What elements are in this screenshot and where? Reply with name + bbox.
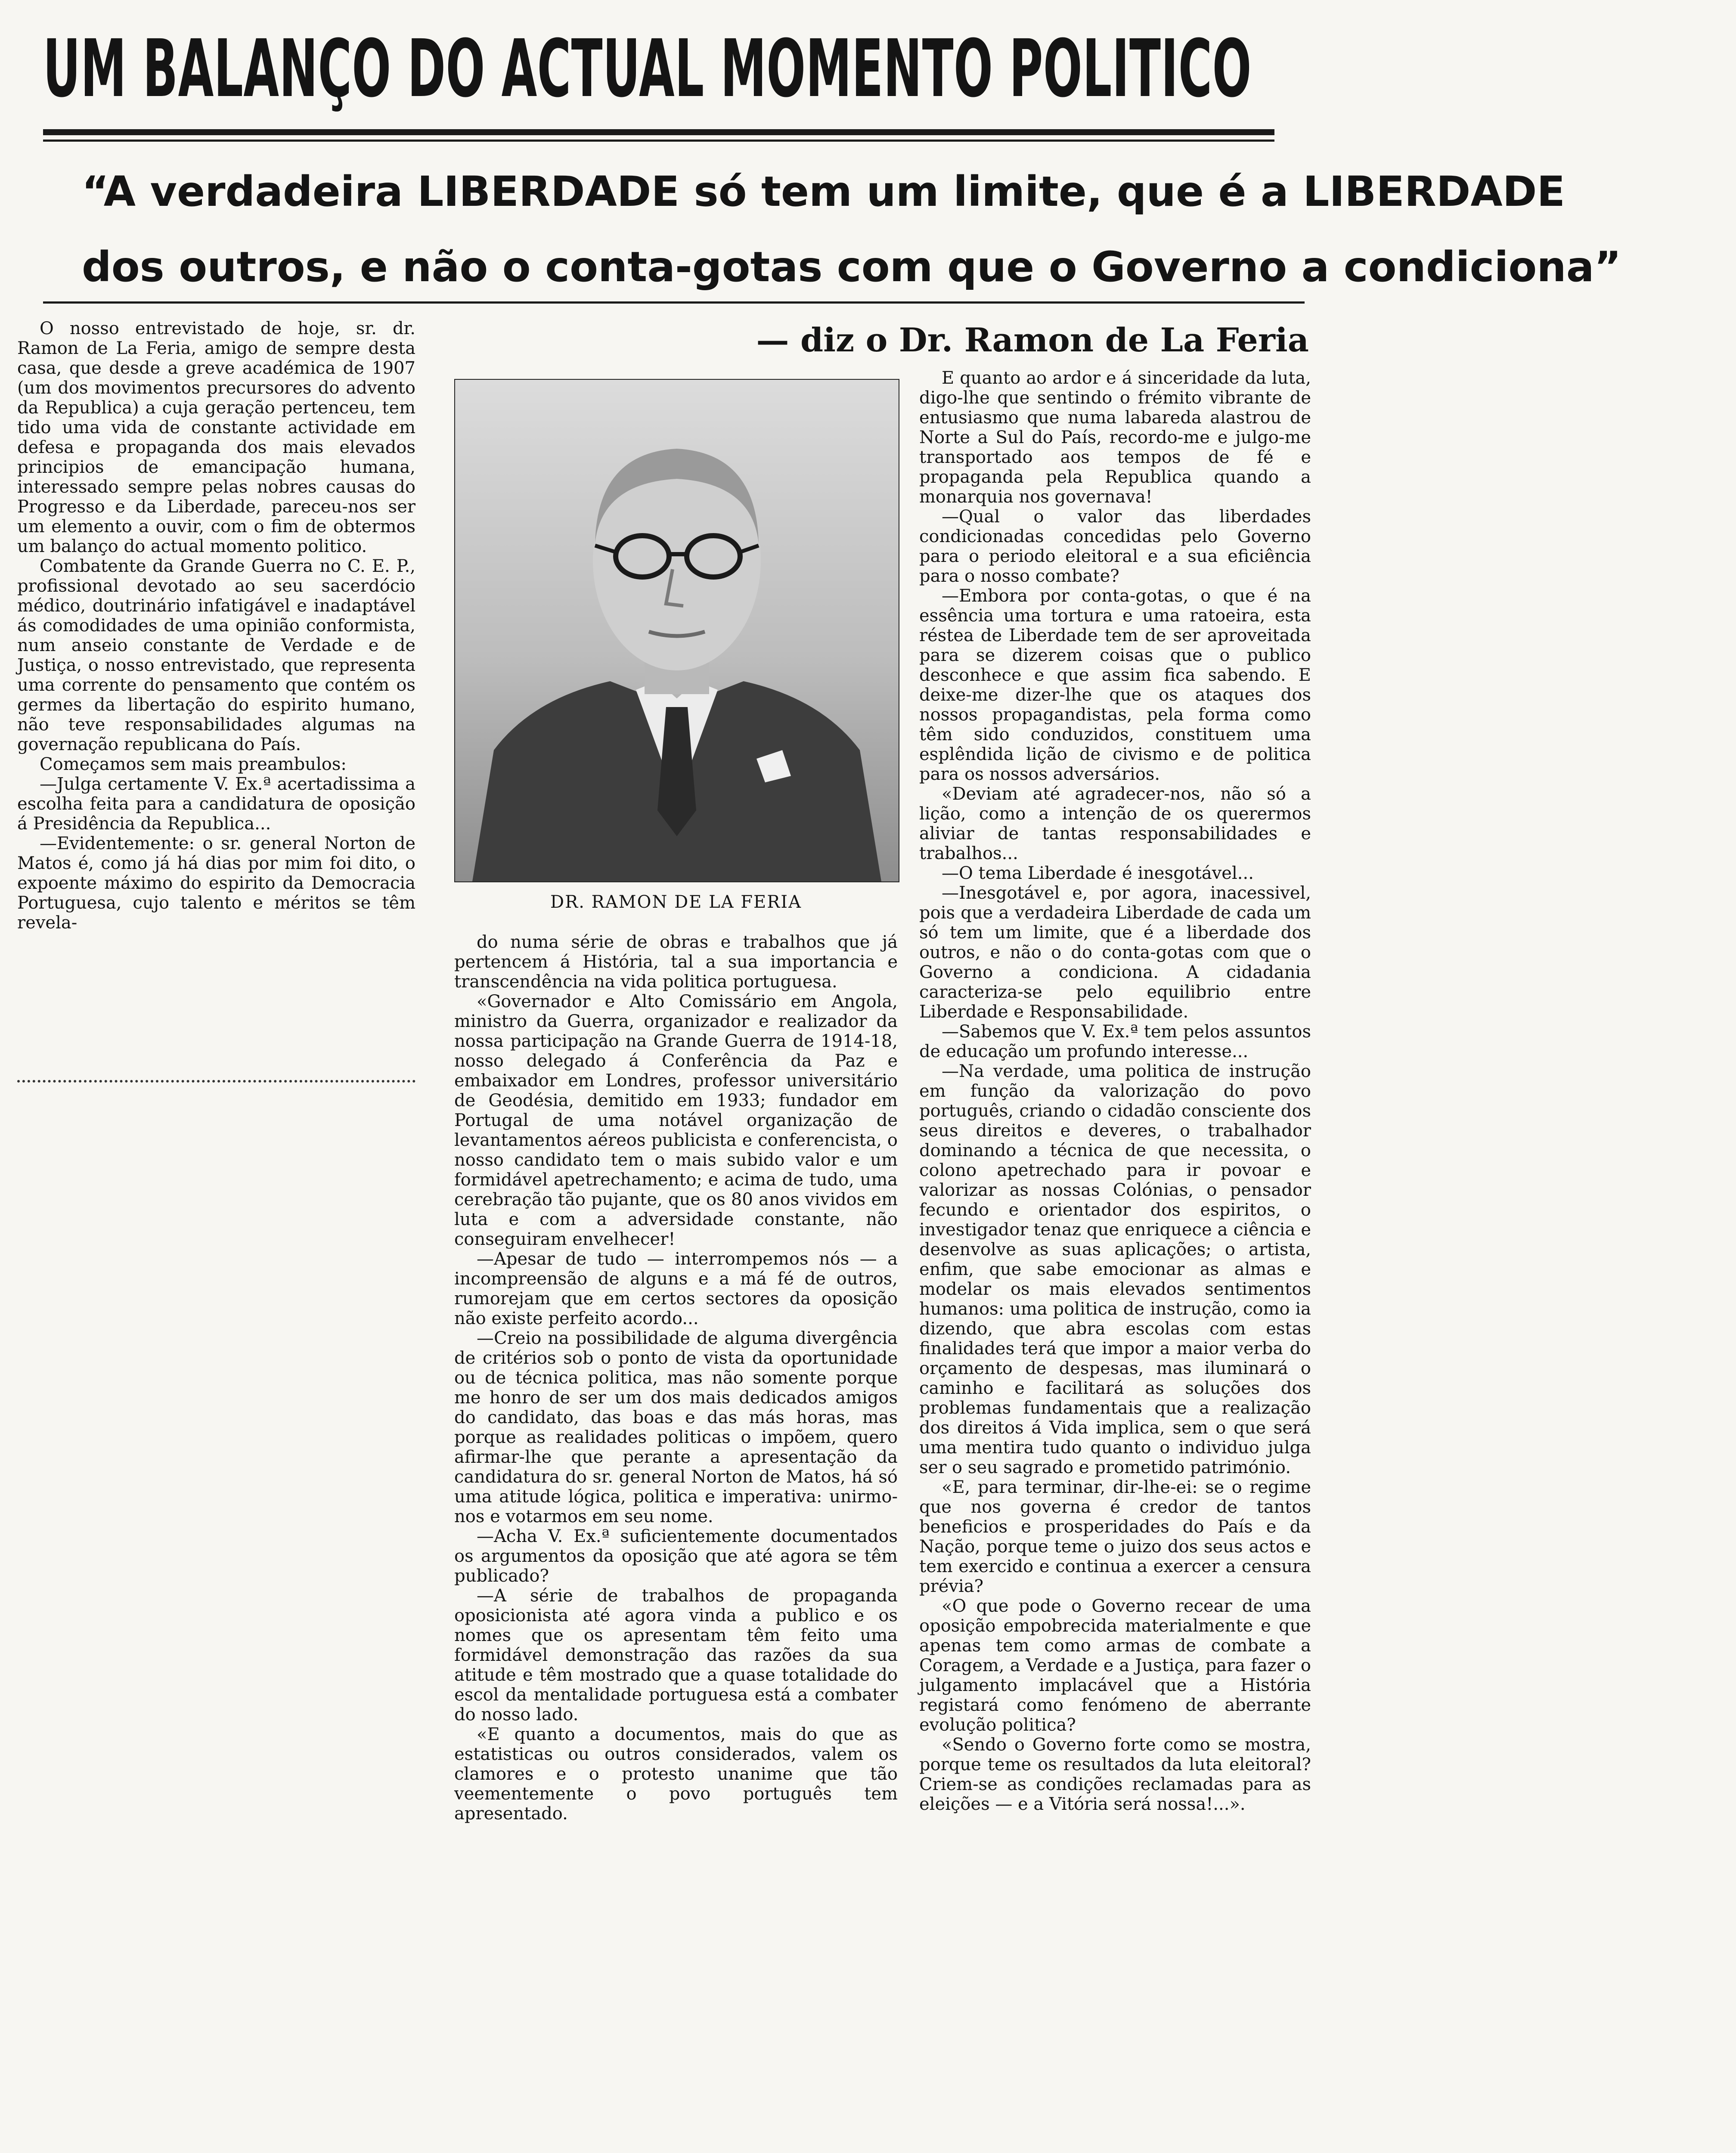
column-1: [17, 319, 415, 1076]
paragraph: E quanto ao ardor e á sinceridade da luta, digo-lhe que sentindo o frémito vibrante de entusiasmo que numa labareda alastrou de Norte a Sul do País, recordo-me e julgo-me transportado aos tempos de fé e propaganda pela Republica quando a monarquia nos governava!: [919, 368, 1311, 507]
column-3: [919, 368, 1311, 2086]
paragraph: «E, para terminar, dir-lhe-ei: se o regime que nos governa é credor de tantos beneficios e prosperidades do País e da Nação, porque teme o juizo dos seus actos e tem exercido e continua a exercer a censura prévia?: [919, 1477, 1311, 1596]
paragraph: —Sabemos que V. Ex.ª tem pelos assuntos de educação um profundo interesse...: [919, 1022, 1311, 1061]
paragraph: —Embora por conta-gotas, o que é na essência uma tortura e uma ratoeira, esta réstea de Liberdade tem de ser aproveitada para se dizerem coisas que o publico desconhece e que assim fica sabendo. E deixe-me dizer-lhe que os ataques dos nossos propagandistas, pela forma como têm sido conduzidos, constituem uma esplêndida lição de civismo e de politica para os nossos adversários.: [919, 586, 1311, 784]
paragraph: —Qual o valor das liberdades condicionadas concedidas pelo Governo para o periodo eleitoral e a sua eficiência para o nosso combate?: [919, 507, 1311, 586]
paragraph: O nosso entrevistado de hoje, sr. dr. Ramon de La Feria, amigo de sempre desta casa, que desde a greve académica de 1907 (um dos movimentos precursores do advento da Republica) a cuja geração pertenceu, tem tido uma vida de constante actividade em defesa e propaganda dos mais elevados principios de emancipação humana, interessado sempre pelas nobres causas do Progresso e da Liberdade, pareceu-nos ser um elemento a ouvir, com o fim de obtermos um balanço do actual momento politico.: [17, 319, 415, 556]
column-2: [454, 932, 898, 2086]
paragraph: —Na verdade, uma politica de instrução em função da valorização do povo português, criando o cidadão consciente dos seus direitos e deveres, o trabalhador dominando a técnica de que necessita, o colono apetrechado para ir povoar e valorizar as nossas Colónias, o pensador fecundo e orientador dos espiritos, o investigador tenaz que enriquece a ciência e desenvolve as suas aplicações; o artista, enfim, que sabe emocionar as almas e modelar os mais elevados sentimentos humanos: uma politica de instrução, como ia dizendo, que abra escolas com estas finalidades terá que impor a maior verba do orçamento de despesas, mas iluminará o caminho e facilitará as soluções dos problemas fundamentais que a realização dos direitos á Vida implica, sem o que será uma mentira tudo quanto o individuo julga ser o seu sagrado e prometido património.: [919, 1061, 1311, 1477]
paragraph: «O que pode o Governo recear de uma oposição empobrecida materialmente e que apenas tem como armas de combate a Coragem, a Verdade e a Justiça, para fazer o julgamento implacável que a História registará como fenómeno de aberrante evolução politica?: [919, 1596, 1311, 1735]
portrait-photo: [454, 379, 899, 882]
paragraph: —O tema Liberdade é inesgotável...: [942, 863, 1254, 883]
photo-caption: DR. RAMON DE LA FERIA: [550, 892, 802, 912]
paragraph: —Apesar de tudo — interrompemos nós — a incompreensão de alguns e a má fé de outros, rumorejam que em certos sectores da oposição não existe perfeito acordo...: [454, 1249, 898, 1328]
byline: — diz o Dr. Ramon de La Feria: [756, 321, 1309, 359]
paragraph: «Governador e Alto Comissário em Angola, ministro da Guerra, organizador e realizador da nossa participação na Grande Guerra de 1914-18, nosso delegado á Conferência da Paz e embaixador em Londres, professor universitário de Geodésia, demitido em 1933; fundador em Portugal de uma notável organização de levantamentos aéreos publicista e conferencista, o nosso candidato tem o mais subido valor e um formidável apetrechamento; e acima de tudo, uma cerebração tão pujante, que os 80 anos vividos em luta e com a adversidade constante, não conseguiram envelhecer!: [454, 992, 898, 1249]
headline-rule-top: [43, 129, 1274, 135]
subhead-rule: [43, 301, 1305, 304]
paragraph: —Julga certamente V. Ex.ª acertadissima a escolha feita para a candidatura de oposição á Presidência da Republica...: [17, 774, 415, 834]
portrait-illustration: [455, 380, 899, 881]
paragraph: —Evidentemente: o sr. general Norton de Matos é, como já há dias por mim foi dito, o expoente máximo do espirito da Democracia Portuguesa, cujo talento e méritos se têm revela-: [17, 834, 415, 933]
paragraph: «E quanto a documentos, mais do que as estatisticas ou outros considerados, valem os clamores e o protesto unanime que tão veementemente o povo português tem apresentado.: [454, 1725, 898, 1824]
paragraph: —Creio na possibilidade de alguma divergência de critérios sob o ponto de vista da oportunidade ou de técnica politica, mas não somente porque me honro de ser um dos mais dedicados amigos do candidato, das boas e das más horas, mas porque as realidades politicas o impõem, quero afirmar-lhe que perante a apresentação da candidatura do sr. general Norton de Matos, há só uma atitude lógica, politica e imperativa: unirmo-nos e votarmos em seu nome.: [454, 1328, 898, 1526]
paragraph: —Inesgotável e, por agora, inacessivel, pois que a verdadeira Liberdade de cada um só tem um limite, que é a liberdade dos outros, e não o do conta-gotas com que o Governo a condiciona. A cidadania caracteriza-se pelo equilibrio entre Liberdade e Responsabilidade.: [919, 883, 1311, 1022]
paragraph: «Sendo o Governo forte como se mostra, porque teme os resultados da luta eleitoral? Criem-se as condições reclamadas para as eleições — e a Vitória será nossa!...».: [919, 1735, 1311, 1814]
paragraph: «Deviam até agradecer-nos, não só a lição, como a intenção de os querermos aliviar de tantas responsabilidades e trabalhos...: [919, 784, 1311, 863]
paragraph: —Acha V. Ex.ª suficientemente documentados os argumentos da oposição que até agora se têm publicado?: [454, 1526, 898, 1586]
headline: UM BALANÇO DO ACTUAL MOMENTO POLITICO: [43, 23, 1252, 115]
paragraph: Começamos sem mais preambulos:: [40, 754, 347, 774]
column-end-rule: [17, 1080, 415, 1083]
paragraph: do numa série de obras e trabalhos que já pertencem á História, tal a sua importancia e transcendência na vida politica portuguesa.: [454, 932, 898, 992]
subhead-line-1: “A verdadeira LIBERDADE só tem um limite, que é a LIBERDADE: [82, 168, 1566, 216]
subhead-line-2: dos outros, e não o conta-gotas com que o Governo a condiciona”: [82, 243, 1621, 291]
headline-rule-bottom: [43, 140, 1274, 142]
paragraph: —A série de trabalhos de propaganda oposicionista até agora vinda a publico e os nomes que os apresentam têm feito uma formidável demonstração das razões da sua atitude e têm mostrado que a quase totalidade do escol da mentalidade portuguesa está a combater do nosso lado.: [454, 1586, 898, 1725]
paragraph: Combatente da Grande Guerra no C. E. P., profissional devotado ao seu sacerdócio médico, doutrinário infatigável e inadaptável ás comodidades de uma opinião conformista, num anseio constante de Verdade e de Justiça, o nosso entrevistado, que representa uma corrente do pensamento que contém os germes da libertação do espirito humano, não teve responsabilidades algumas na governação republicana do País.: [17, 556, 415, 754]
